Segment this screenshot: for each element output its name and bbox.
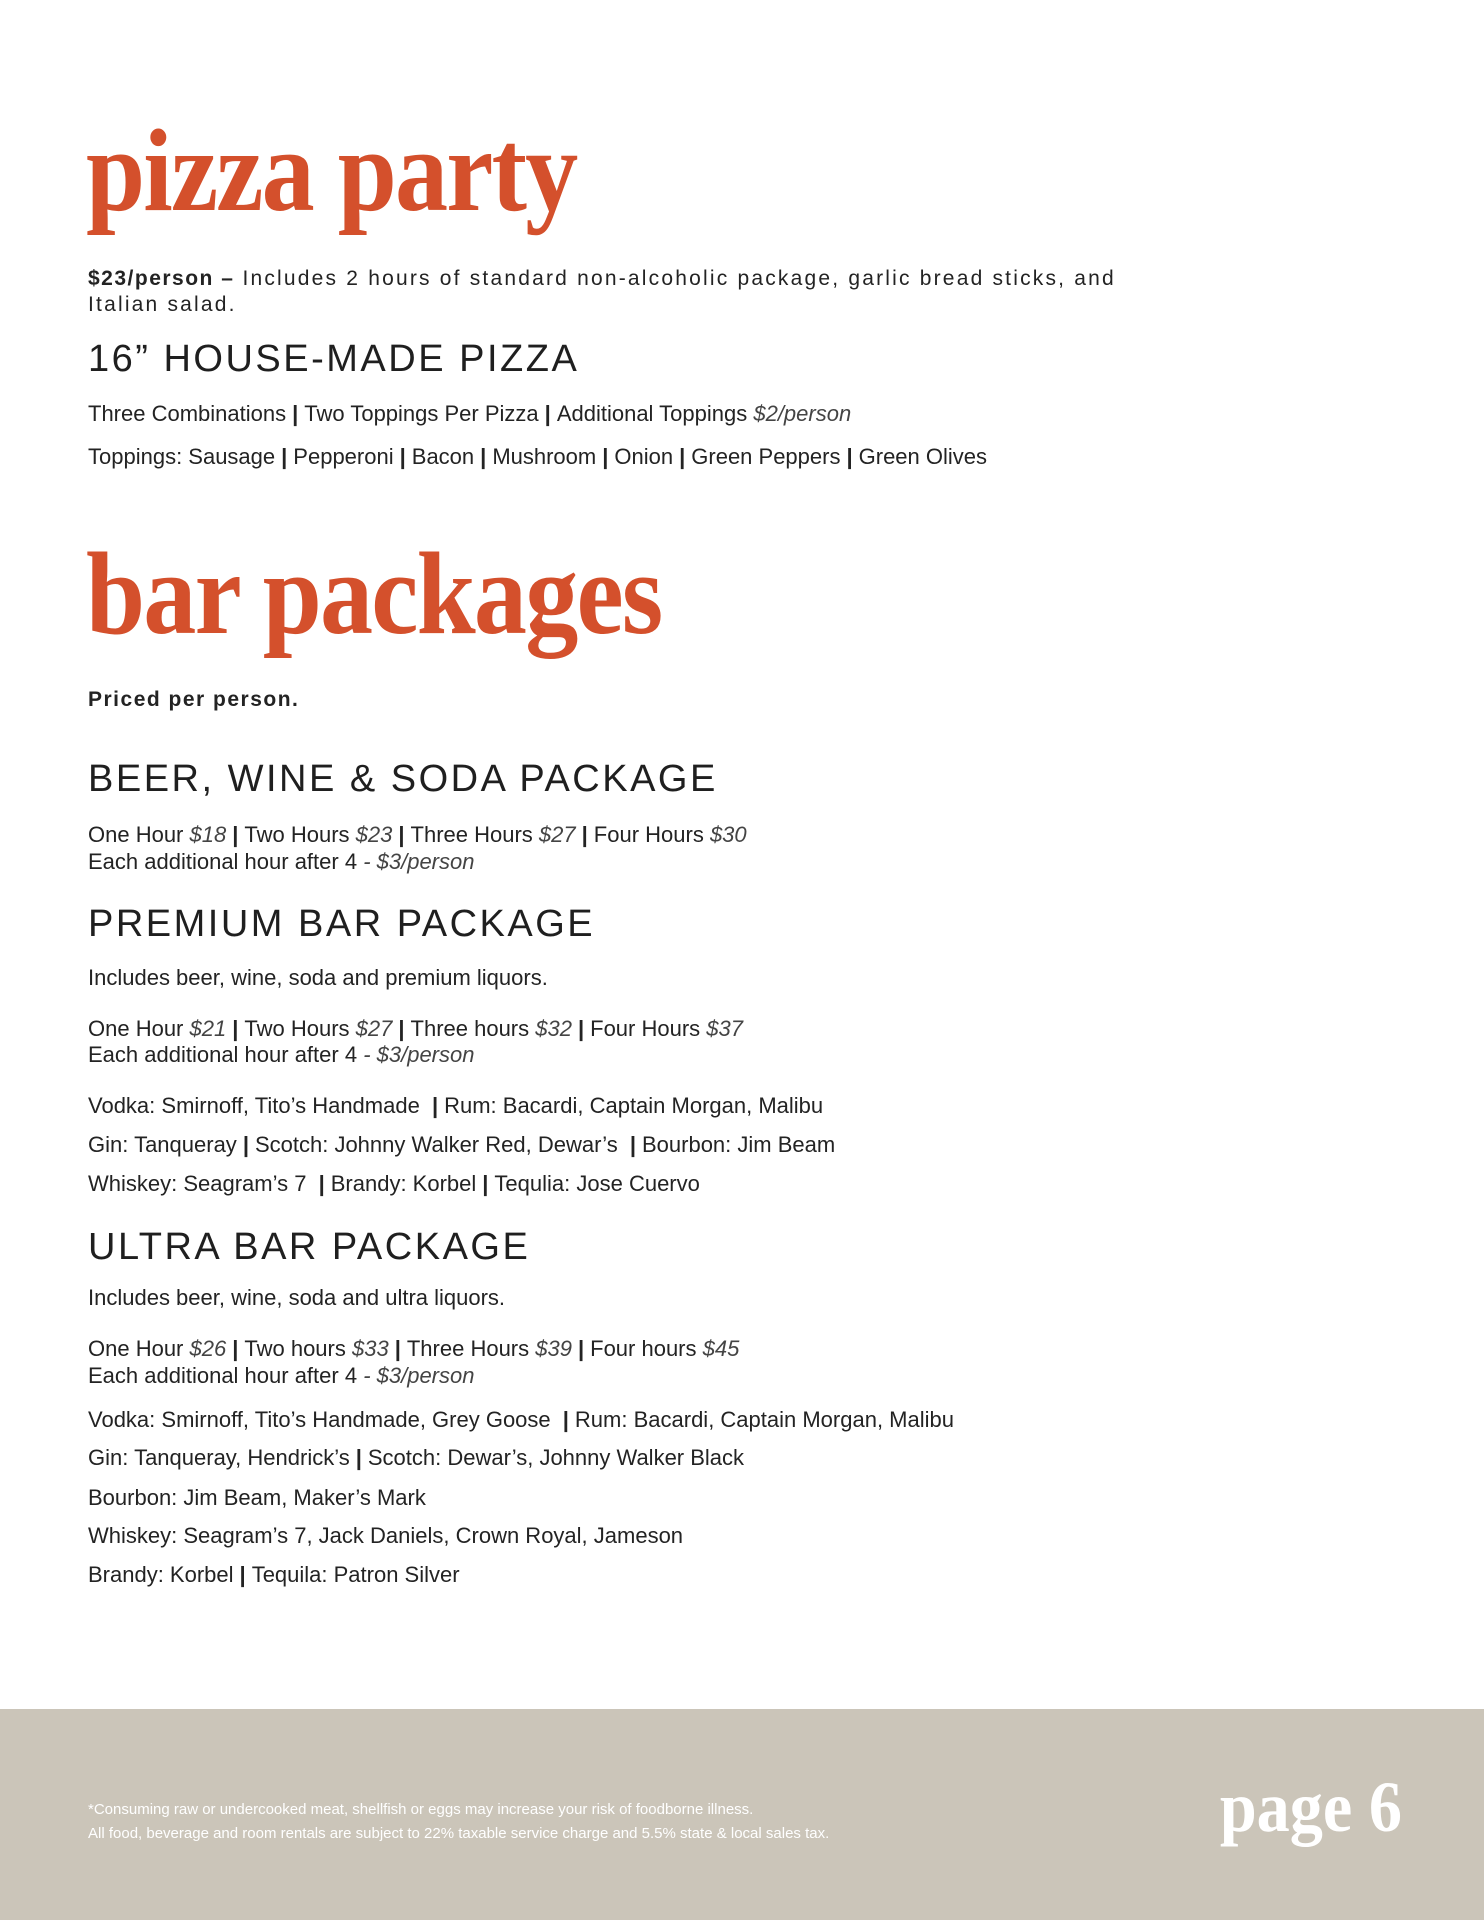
separator: | <box>562 1407 569 1432</box>
separator: | <box>480 444 487 469</box>
line-text: Whiskey: Seagram’s 7 <box>88 1171 313 1196</box>
line-text: Two hours <box>244 1336 352 1361</box>
package-line <box>88 1523 683 1549</box>
line-text: One Hour <box>88 1016 190 1041</box>
package-line <box>88 1132 835 1158</box>
line-text: One Hour <box>88 822 190 847</box>
line-text: Two Toppings Per Pizza <box>304 401 539 426</box>
line-text: Additional Toppings <box>556 401 754 426</box>
pizza-description: Includes 2 hours of standard non-alcoholic package, garlic bread sticks, and Italian salad. <box>88 267 1116 316</box>
package-line <box>88 1171 700 1197</box>
separator: | <box>431 1093 439 1118</box>
line-text: Rum: Bacardi, Captain Morgan, Malibu <box>574 1407 954 1432</box>
line-text: Vodka: Smirnoff, Tito’s Handmade, Grey Goose <box>88 1407 557 1432</box>
line-text: Tequlia: Jose Cuervo <box>494 1171 700 1196</box>
package-line <box>88 822 747 848</box>
line-text: Vodka: Smirnoff, Tito’s Handmade <box>88 1093 426 1118</box>
line-text: Includes beer, wine, soda and ultra liquors. <box>88 1285 506 1310</box>
separator: | <box>281 444 288 469</box>
package-line <box>88 965 548 991</box>
line-text: Three Hours <box>410 822 539 847</box>
package-heading: PREMIUM BAR PACKAGE <box>88 903 596 945</box>
package-line <box>88 1407 954 1433</box>
line-text: Four Hours <box>593 822 710 847</box>
line-text: Each additional hour after 4 <box>88 1363 364 1388</box>
line-text: Scotch: Johnny Walker Red, Dewar’s <box>254 1132 624 1157</box>
price-text: $32 <box>535 1016 572 1041</box>
package-line <box>88 1336 739 1362</box>
pizza-info-line <box>88 444 987 470</box>
separator: | <box>394 1336 401 1361</box>
separator: | <box>399 444 406 469</box>
separator: | <box>232 822 239 847</box>
line-text: Green Peppers <box>691 444 841 469</box>
line-text: Includes beer, wine, soda and premium liquors. <box>88 965 548 990</box>
package-line <box>88 1485 426 1511</box>
line-text: Mushroom <box>492 444 597 469</box>
line-text: Toppings: Sausage <box>88 444 276 469</box>
separator: | <box>544 401 551 426</box>
line-text: Four hours <box>590 1336 703 1361</box>
package-line <box>88 1285 505 1311</box>
price-text: $39 <box>535 1336 572 1361</box>
separator: | <box>239 1562 246 1587</box>
line-text: Three Hours <box>406 1336 536 1361</box>
price-text: $18 <box>189 822 227 847</box>
price-text: - $3/person <box>363 1042 475 1067</box>
package-line <box>88 1016 743 1042</box>
separator: | <box>577 1336 585 1361</box>
pizza-party-title: pizza party <box>86 105 577 236</box>
footer <box>0 1709 1484 1920</box>
line-text: Two Hours <box>244 1016 356 1041</box>
price-text: $37 <box>706 1016 743 1041</box>
price-text: $45 <box>702 1336 740 1361</box>
line-text: Green Olives <box>858 444 988 469</box>
line-text: Tequila: Patron Silver <box>251 1562 460 1587</box>
price-text: $2/person <box>753 401 852 426</box>
price-text: $23 <box>355 822 393 847</box>
package-line <box>88 1562 460 1588</box>
line-text: Whiskey: Seagram’s 7, Jack Daniels, Crown Royal, Jameson <box>88 1523 684 1548</box>
separator: | <box>846 444 853 469</box>
line-text: Each additional hour after 4 <box>88 1042 364 1067</box>
price-text: - $3/person <box>363 849 475 874</box>
line-text: Two Hours <box>244 822 356 847</box>
line-text: Scotch: Dewar’s, Johnny Walker Black <box>367 1445 745 1470</box>
package-line <box>88 1445 744 1471</box>
separator: | <box>355 1445 362 1470</box>
separator: | <box>398 822 405 847</box>
pizza-subheading: 16” HOUSE-MADE PIZZA <box>88 338 580 380</box>
pizza-info-line <box>88 401 851 427</box>
separator: | <box>398 1016 405 1041</box>
price-text: $21 <box>189 1016 227 1041</box>
separator: | <box>232 1016 239 1041</box>
footer-note-tax: All food, beverage and room rentals are subject to 22% taxable service charge and 5.5% state & local sales tax. <box>88 1825 830 1842</box>
line-text: Bourbon: Jim Beam <box>641 1132 836 1157</box>
separator: | <box>629 1132 636 1157</box>
price-text: $33 <box>351 1336 389 1361</box>
line-text: One Hour <box>88 1336 190 1361</box>
separator: | <box>232 1336 239 1361</box>
line-text: Three Combinations <box>88 401 287 426</box>
package-line <box>88 1093 823 1119</box>
line-text: Four Hours <box>590 1016 707 1041</box>
price-text: - $3/person <box>363 1363 475 1388</box>
separator: | <box>242 1132 249 1157</box>
line-text: Rum: Bacardi, Captain Morgan, Malibu <box>444 1093 824 1118</box>
line-text: Pepperoni <box>293 444 394 469</box>
price-text: $30 <box>709 822 747 847</box>
pizza-intro <box>88 266 1138 318</box>
line-text: Three hours <box>410 1016 536 1041</box>
package-heading: ULTRA BAR PACKAGE <box>88 1226 531 1268</box>
pizza-price: $23/person – <box>88 267 235 290</box>
line-text: Brandy: Korbel <box>330 1171 477 1196</box>
separator: | <box>602 444 609 469</box>
separator: | <box>581 822 588 847</box>
line-text: Gin: Tanqueray <box>88 1132 237 1157</box>
line-text: Each additional hour after 4 <box>88 849 364 874</box>
footer-note-illness: *Consuming raw or undercooked meat, shellfish or eggs may increase your risk of foodborne illness. <box>88 1801 754 1818</box>
separator: | <box>318 1171 325 1196</box>
bar-packages-title: bar packages <box>86 528 662 659</box>
page-number: page 6 <box>1219 1767 1402 1847</box>
price-text: $26 <box>189 1336 227 1361</box>
priced-note: Priced per person. <box>88 688 300 711</box>
separator: | <box>292 401 299 426</box>
package-line <box>88 849 474 875</box>
separator: | <box>577 1016 585 1041</box>
separator: | <box>679 444 686 469</box>
line-text: Onion <box>614 444 674 469</box>
line-text: Brandy: Korbel <box>88 1562 234 1587</box>
line-text: Bacon <box>411 444 475 469</box>
separator: | <box>482 1171 489 1196</box>
price-text: $27 <box>538 822 576 847</box>
price-text: $27 <box>355 1016 393 1041</box>
package-heading: BEER, WINE & SODA PACKAGE <box>88 758 718 800</box>
package-line <box>88 1363 474 1389</box>
package-line <box>88 1042 474 1068</box>
line-text: Bourbon: Jim Beam, Maker’s Mark <box>88 1485 426 1510</box>
line-text: Gin: Tanqueray, Hendrick’s <box>88 1445 350 1470</box>
